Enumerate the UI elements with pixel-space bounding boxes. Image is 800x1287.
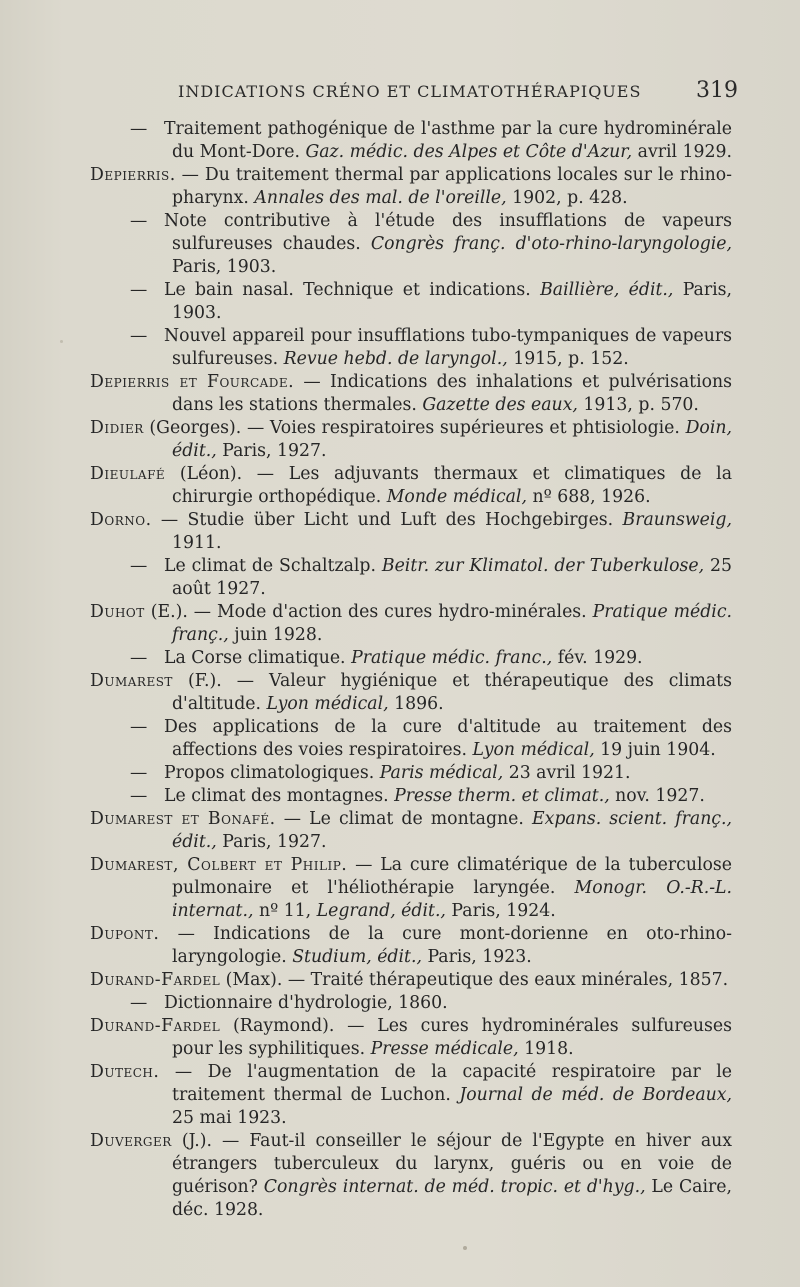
entry-title: (Raymond). — Les cures hydrominérales sulfureuses pour les syphilitiques. — [172, 1016, 732, 1059]
header-title: INDICATIONS CRÉNO ET CLIMATOTHÉRAPIQUES — [178, 82, 642, 101]
entry-source: Baillière, édit., — [540, 280, 674, 300]
entry-date: nº 688, 1926. — [526, 487, 651, 507]
entry-source: Revue hebd. de laryngol., — [283, 349, 508, 369]
entry-source: Braunsweig, — [622, 510, 732, 530]
bibliography-entry — [90, 463, 732, 509]
entry-source: Gazette des eaux, — [422, 395, 578, 415]
entry-title: Nouvel appareil pour insufflations tubo-tympaniques de vapeurs sulfureuses. — [164, 326, 732, 369]
entry-date: Paris, 1923. — [421, 947, 532, 967]
paper-speck — [463, 1246, 467, 1250]
entry-date: 1915, p. 152. — [507, 349, 629, 369]
bibliography-entry — [130, 785, 732, 808]
bibliography-entry — [90, 854, 732, 923]
entry-source: Monde médical, — [386, 487, 527, 507]
bibliography-entry — [130, 279, 733, 325]
entry-source: Gaz. médic. des Alpes et Côte d'Azur, — [305, 142, 633, 162]
entry-title: — Indications de la cure mont-dorienne en oto-rhino-laryngologie. — [159, 924, 732, 967]
ditto-dash: — — [130, 717, 148, 737]
page-number: 319 — [696, 78, 738, 103]
entry-publisher: Legrand, édit., — [316, 901, 446, 921]
bibliography-entry — [90, 509, 732, 555]
entry-date: 1911. — [172, 533, 222, 553]
entry-author: Durand-Fardel — [90, 970, 221, 990]
entry-title: Traitement pathogénique de l'asthme par la cure hydrominérale du Mont-Dore. — [164, 119, 732, 162]
entry-title: — La cure climatérique de la tuberculose pulmonaire et l'héliothérapie laryngée. — [172, 855, 732, 898]
entry-title: — Indications des inhalations et pulvérisations dans les stations thermales. — [172, 372, 733, 415]
entry-author: Dumarest, Colbert et Philip. — [90, 855, 348, 875]
entry-author: Dumarest — [90, 671, 173, 691]
ditto-dash: — — [130, 763, 148, 783]
bibliography-body — [90, 118, 732, 1222]
entry-date: nov. 1927. — [609, 786, 705, 806]
bibliography-entry — [130, 762, 732, 785]
entry-title: Des applications de la cure d'altitude au traitement des affections des voies respiratoires. — [164, 717, 732, 760]
entry-title: (Max). — Traité thérapeutique des eaux minérales, 1857. — [220, 970, 729, 990]
entry-title: — De l'augmentation de la capacité respiratoire par le traitement thermal de Luchon. — [159, 1062, 732, 1105]
entry-author: Dutech. — [90, 1062, 160, 1082]
bibliography-entry — [90, 808, 732, 854]
entry-title: Le climat des montagnes. — [164, 786, 395, 806]
ditto-dash: — — [130, 326, 148, 346]
bibliography-entry — [130, 555, 733, 601]
entry-date: 19 juin 1904. — [594, 740, 716, 760]
entry-source: Lyon médical, — [472, 740, 595, 760]
entry-title: (Léon). — Les adjuvants thermaux et climatiques de la chirurgie orthopédique. — [165, 464, 732, 507]
entry-title: — Studie über Licht und Luft des Hochgebirges. — [151, 510, 623, 530]
bibliography-entry — [90, 1130, 732, 1222]
entry-source: Congrès internat. de méd. tropic. et d'hyg., — [263, 1177, 646, 1197]
entry-date: Paris, 1903. — [172, 257, 277, 277]
ditto-dash: — — [130, 211, 148, 231]
entry-title: Note contributive à l'étude des insufflations de vapeurs sulfureuses chaudes. — [164, 211, 732, 254]
entry-source: Presse therm. et climat., — [394, 786, 610, 806]
entry-title: Le bain nasal. Technique et indications. — [164, 280, 541, 300]
entry-title: (E.). — Mode d'action des cures hydro-minérales. — [144, 602, 593, 622]
entry-author: Dorno. — [90, 510, 152, 530]
entry-source: Pratique médic. franç., — [172, 602, 733, 645]
entry-author: Didier — [90, 418, 144, 438]
entry-source: Presse médicale, — [370, 1039, 519, 1059]
entry-source: Doin, édit., — [172, 418, 732, 461]
entry-source: Lyon médical, — [266, 694, 389, 714]
entry-title: — Du traitement thermal par applications locales sur le rhino-pharynx. — [172, 165, 732, 208]
paper-speck — [60, 340, 63, 343]
entry-author: Dieulafé — [90, 464, 166, 484]
entry-author: Depierris. — [90, 165, 176, 185]
bibliography-entry — [90, 1061, 732, 1130]
entry-date: 25 mai 1923. — [172, 1108, 287, 1128]
entry-source: Expans. scient. franç., édit., — [172, 809, 732, 852]
entry-date: 1918. — [518, 1039, 574, 1059]
bibliography-entry — [130, 325, 732, 371]
entry-author: Dupont. — [90, 924, 160, 944]
bibliography-entry — [90, 417, 732, 463]
entry-source: Congrès franç. d'oto-rhino-laryngologie, — [370, 234, 733, 254]
entry-author: Durand-Fardel — [90, 1016, 221, 1036]
bibliography-entry — [90, 164, 732, 210]
bibliography-entry — [90, 923, 732, 969]
entry-source: Monogr. O.-R.-L. internat., — [172, 878, 732, 921]
entry-source: Annales des mal. de l'oreille, — [254, 188, 507, 208]
entry-title: La Corse climatique. — [164, 648, 352, 668]
entry-title: Le climat de Schaltzalp. — [164, 556, 382, 576]
entry-date: nº 11, — [253, 901, 317, 921]
entry-source: Studium, édit., — [292, 947, 422, 967]
bibliography-entry — [90, 1015, 732, 1061]
entry-date: avril 1929. — [632, 142, 732, 162]
running-header — [178, 78, 738, 103]
entry-source: Pratique médic. franc., — [351, 648, 553, 668]
entry-date: juin 1928. — [228, 625, 323, 645]
entry-date: Paris, 1924. — [445, 901, 556, 921]
entry-author: Duverger — [90, 1131, 172, 1151]
bibliography-entry — [90, 371, 733, 417]
entry-date: 23 avril 1921. — [503, 763, 631, 783]
entry-date: fév. 1929. — [552, 648, 643, 668]
ditto-dash: — — [130, 648, 148, 668]
entry-author: Duhot — [90, 602, 145, 622]
bibliography-entry — [90, 670, 732, 716]
bibliography-entry — [130, 210, 733, 279]
entry-date: 1913, p. 570. — [577, 395, 699, 415]
entry-date: 1896. — [388, 694, 444, 714]
ditto-dash: — — [130, 993, 148, 1013]
bibliography-entry — [90, 969, 732, 992]
entry-title: (F.). — Valeur hygiénique et thérapeutique des climats d'altitude. — [172, 671, 732, 714]
bibliography-entry — [130, 716, 732, 762]
entry-date: 1902, p. 428. — [506, 188, 628, 208]
entry-date: Paris, 1903. — [172, 280, 733, 323]
entry-author: Depierris et Fourcade. — [90, 372, 295, 392]
entry-source: Paris médical, — [379, 763, 504, 783]
ditto-dash: — — [130, 786, 148, 806]
entry-author: Dumarest et Bonafé. — [90, 809, 276, 829]
bibliography-entry — [130, 118, 732, 164]
entry-source: Beitr. zur Klimatol. der Tuberkulose, — [381, 556, 705, 576]
bibliography-entry — [90, 601, 733, 647]
entry-date: 25 août 1927. — [172, 556, 733, 599]
entry-title: Dictionnaire d'hydrologie, 1860. — [164, 993, 448, 1013]
entry-title: (J.). — Faut-il conseiller le séjour de l'Egypte en hiver aux étrangers tuberculeux du larynx, guéris ou en voie de guérison? — [171, 1131, 732, 1197]
entry-date: Paris, 1927. — [216, 832, 327, 852]
entry-title: — Le climat de montagne. — [275, 809, 532, 829]
entry-title: (Georges). — Voies respiratoires supérieures et phtisiologie. — [143, 418, 686, 438]
bibliography-entry — [130, 992, 732, 1015]
ditto-dash: — — [130, 556, 148, 576]
bibliography-entry — [130, 647, 732, 670]
ditto-dash: — — [130, 280, 148, 300]
entry-source: Journal de méd. de Bordeaux, — [459, 1085, 732, 1105]
entry-date: Le Caire, déc. 1928. — [172, 1177, 732, 1220]
entry-title: Propos climatologiques. — [164, 763, 380, 783]
ditto-dash: — — [130, 119, 148, 139]
entry-date: Paris, 1927. — [216, 441, 327, 461]
